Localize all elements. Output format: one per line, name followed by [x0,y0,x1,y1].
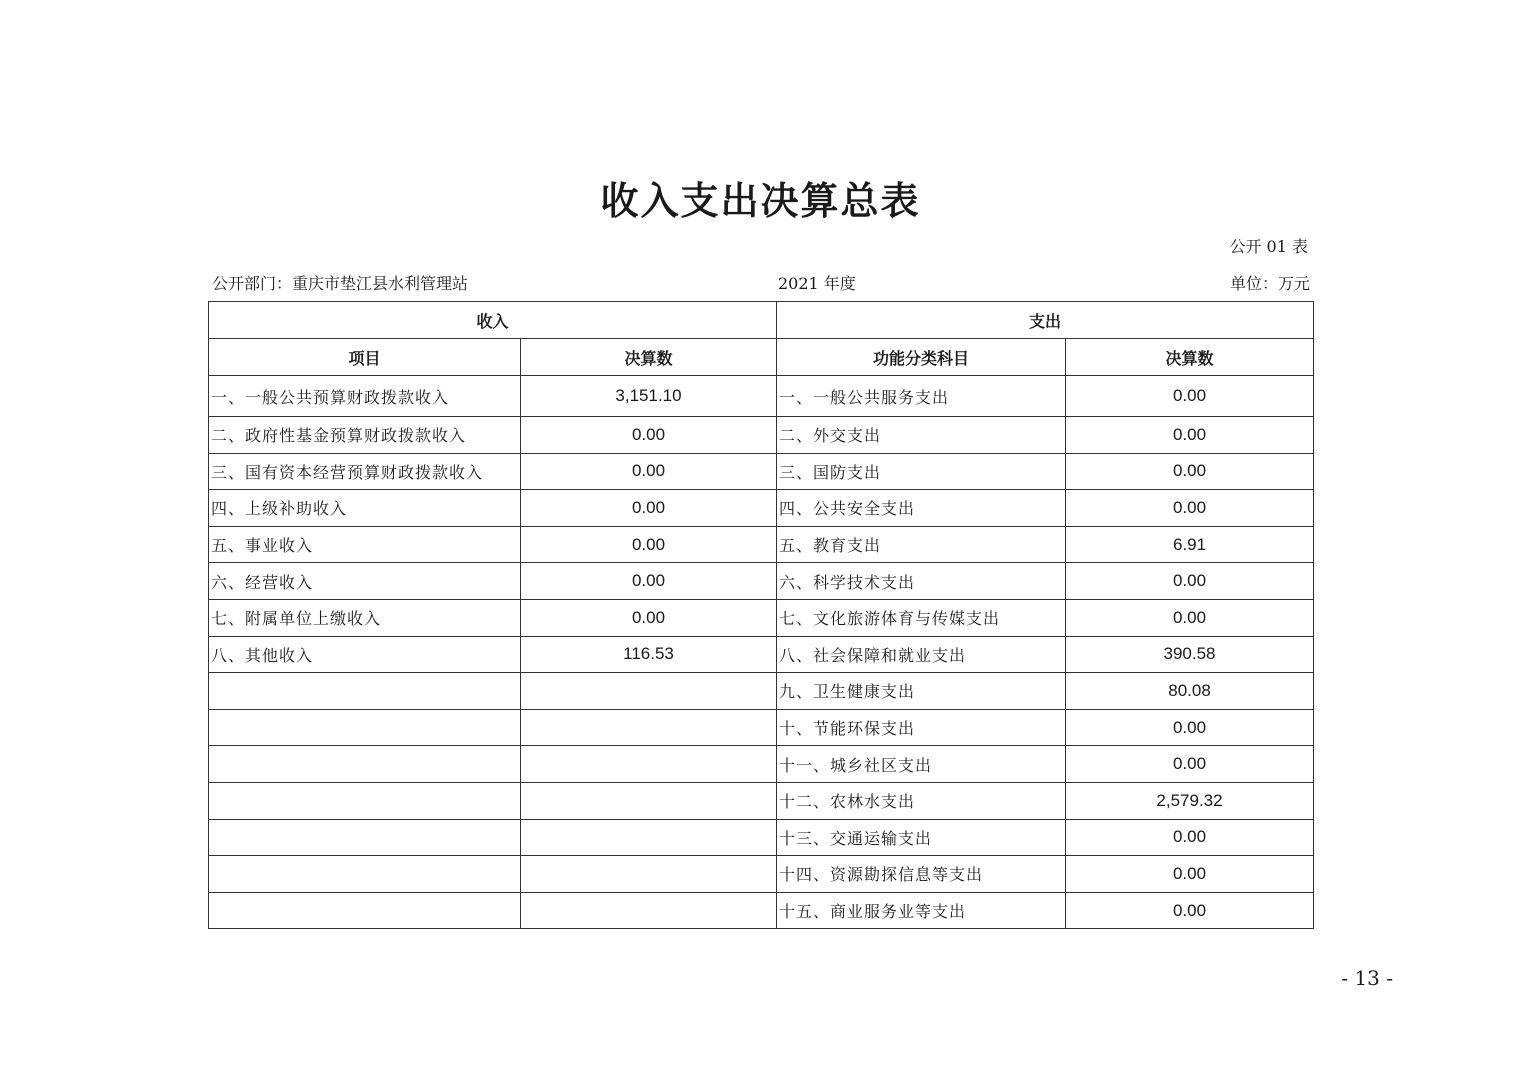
expense-amount: 0.00 [1066,417,1314,454]
page-title: 收入支出决算总表 [600,179,921,223]
expense-item: 十、节能环保支出 [777,709,1066,746]
income-amount [521,782,777,819]
income-amount [521,856,777,893]
income-amount [521,746,777,783]
expense-item: 八、社会保障和就业支出 [777,636,1066,673]
expense-amount: 0.00 [1066,709,1314,746]
income-item: 六、经营收入 [209,563,521,600]
income-amount: 0.00 [521,453,777,490]
expense-amount: 0.00 [1066,746,1314,783]
page-number: - 13 - [1341,966,1393,990]
income-amount: 0.00 [521,490,777,527]
fiscal-year-label: 2021 年度 [778,274,856,293]
income-item: 七、附属单位上缴收入 [209,599,521,636]
column-header-income-amount: 决算数 [521,339,777,376]
income-amount: 0.00 [521,526,777,563]
table-row [209,563,1314,600]
expense-item: 十四、资源勘探信息等支出 [777,856,1066,893]
table-row [209,892,1314,929]
income-item [209,709,521,746]
table-row [209,526,1314,563]
income-amount: 0.00 [521,599,777,636]
expense-amount: 0.00 [1066,490,1314,527]
expense-amount: 0.00 [1066,563,1314,600]
table-row [209,599,1314,636]
income-amount: 116.53 [521,636,777,673]
expense-amount: 0.00 [1066,856,1314,893]
expense-amount: 0.00 [1066,376,1314,417]
table-row [209,636,1314,673]
income-item [209,819,521,856]
expense-item: 七、文化旅游体育与传媒支出 [777,599,1066,636]
income-amount [521,892,777,929]
income-amount [521,709,777,746]
income-item: 五、事业收入 [209,526,521,563]
income-item: 八、其他收入 [209,636,521,673]
table-row [209,453,1314,490]
column-header-function: 功能分类科目 [777,339,1066,376]
income-item [209,746,521,783]
table-row [209,782,1314,819]
expense-amount: 2,579.32 [1066,782,1314,819]
expense-item: 六、科学技术支出 [777,563,1066,600]
table-row [209,709,1314,746]
income-amount: 0.00 [521,417,777,454]
expense-item: 十一、城乡社区支出 [777,746,1066,783]
income-section-header: 收入 [209,302,777,339]
expense-section-header: 支出 [777,302,1314,339]
income-item: 四、上级补助收入 [209,490,521,527]
table-row [209,490,1314,527]
income-item [209,892,521,929]
income-amount [521,819,777,856]
income-item: 一、一般公共预算财政拨款收入 [209,376,521,417]
table-row [209,746,1314,783]
expense-amount: 390.58 [1066,636,1314,673]
table-row [209,673,1314,710]
income-expense-table [208,301,1314,929]
expense-item: 四、公共安全支出 [777,490,1066,527]
income-amount: 0.00 [521,563,777,600]
income-amount: 3,151.10 [521,376,777,417]
expense-amount: 0.00 [1066,819,1314,856]
department-label: 公开部门：重庆市垫江县水利管理站 [212,274,469,293]
income-item: 二、政府性基金预算财政拨款收入 [209,417,521,454]
column-header-item: 项目 [209,339,521,376]
table-row [209,856,1314,893]
income-item [209,856,521,893]
expense-item: 十二、农林水支出 [777,782,1066,819]
expense-item: 五、教育支出 [777,526,1066,563]
income-amount [521,673,777,710]
table-row [209,819,1314,856]
expense-amount: 0.00 [1066,453,1314,490]
expense-amount: 0.00 [1066,599,1314,636]
expense-amount: 6.91 [1066,526,1314,563]
form-number: 公开 01 表 [1229,237,1308,256]
column-header-expense-amount: 决算数 [1066,339,1314,376]
expense-amount: 80.08 [1066,673,1314,710]
table-row [209,417,1314,454]
expense-amount: 0.00 [1066,892,1314,929]
expense-item: 十五、商业服务业等支出 [777,892,1066,929]
expense-item: 九、卫生健康支出 [777,673,1066,710]
expense-item: 三、国防支出 [777,453,1066,490]
expense-item: 十三、交通运输支出 [777,819,1066,856]
table-row [209,376,1314,417]
income-item [209,673,521,710]
unit-label: 单位：万元 [1229,274,1310,293]
income-item [209,782,521,819]
income-item: 三、国有资本经营预算财政拨款收入 [209,453,521,490]
expense-item: 一、一般公共服务支出 [777,376,1066,417]
expense-item: 二、外交支出 [777,417,1066,454]
